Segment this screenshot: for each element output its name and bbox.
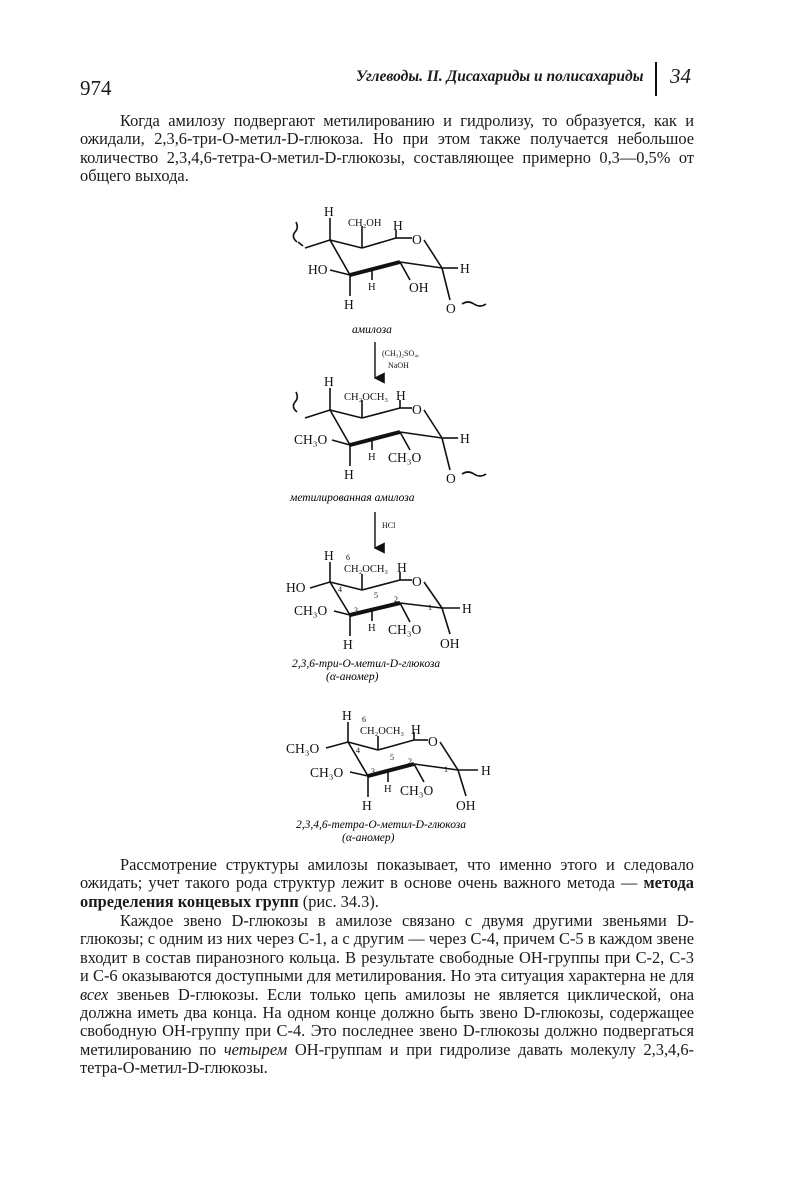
tri-o-methyl-caption: 2,3,6-три-О-метил-D-глюкоза [292,658,441,670]
reaction-scheme-figure [0,196,790,846]
s2-ring-o: O [412,402,422,417]
s2-c3-substituent: CH₃O [294,432,328,447]
amylose-caption: амилоза [352,324,392,336]
reagent-hcl: HCl [382,521,396,530]
units-text-3: ОН-группам и при гидролизе давать молекулу 2,3,4,6-тетра-О-метил-D-глюкозы. [80,1039,695,1078]
tetra-o-methyl-glucose-structure [286,708,491,844]
s4-c3-substituent: CH₃O [310,765,344,780]
hydrolysis-arrow [375,512,396,548]
s3-c1-substituent: OH [440,636,460,651]
end-group-method-term: метода определения концевых групп [80,873,694,911]
s3-c3-h: H [343,637,353,652]
s1-c2-substituent: OH [409,280,429,295]
s4-c6-number: 6 [362,715,366,724]
s1-c2-h: H [368,282,376,293]
s1-c3-substituent: HO [308,262,328,277]
methylated-amylose-structure [289,374,486,504]
s4-c2-h: H [384,784,392,795]
page-number: 974 [80,76,112,100]
s4-c1-h: H [481,763,491,778]
s4-number-2: 2 [408,757,412,766]
s2-c5-h: H [396,388,406,403]
s3-c3-substituent: CH₃O [294,603,328,618]
s1-c5-h: H [393,218,403,233]
s3-c1-h: H [462,601,472,616]
s3-c4-h: H [324,548,334,563]
reagent-dimethyl-sulfate: (CH₃)₂SO₄, [382,349,420,358]
s2-c6-group: CH₂OCH₃ [344,392,389,403]
s3-number-1: 1 [428,603,432,612]
tri-o-methyl-anomer: (α-аномер) [326,671,379,683]
s3-c5-h: H [397,560,407,575]
s2-c2-h: H [368,452,376,463]
intro-paragraph: Когда амилозу подвергают метилированию и гидролизу, то образуется, как и ожидали, 2,3,6-три-О-метил-D-глюкоза. Но при этом также получается небольшое количество 2,3,4,6-тетра-О-метил-D-глюкозы, составляющее примерно 0,3—0,5% от общего выхода. [80,111,694,186]
header-divider [655,62,657,96]
end-group-text-1: Рассмотрение структуры амилозы показывает, что именно этого и следовало ожидать; учет такого рода структур лежит в основе очень важного метода — [80,855,694,893]
s3-c6-group: CH₂OCH₃ [344,564,389,575]
s3-number-5: 5 [374,591,378,600]
units-text-1: Каждое звено D-глюкозы в амилозе связано с двумя другими звеньями D-глюкозы; с одним из них через С-1, а с другим — через С-4, причем С-5 в каждом звене входит в состав пиранозного кольца. В результате свободные ОН-группы при С-2, С-3 и С-6 оказываются доступными для метилирования. Но эта ситуация характерна не для [80,911,694,986]
s3-number-4: 4 [338,585,342,594]
s4-number-4: 4 [356,746,360,755]
end-group-paragraph [80,856,694,911]
s2-link-o: O [446,471,456,486]
end-group-text-2: (рис. 34.3). [298,891,379,911]
s3-ring-o: O [412,574,422,589]
s2-c4-h: H [324,374,334,389]
s4-c6-group: CH₂OCH₃ [360,726,405,737]
running-header: Углеводы. II. Дисахариды и полисахариды [356,68,644,85]
units-emphasis-all: всех [80,984,109,1004]
s4-c3-h: H [362,798,372,813]
s1-c3-h: H [344,297,354,312]
units-text-2: звеньев D-глюкозы. Если только цепь амилозы не является циклической, она должна иметь два конца. На одном конце должно быть звено D-глюкозы, содержащее свободную ОН-группу при С-4. Это последнее звено D-глюкозы должно подвергаться метилированию по [80,984,694,1059]
reagent-naoh: NaOH [388,361,409,370]
s1-ring-o: O [412,232,422,247]
s4-c1-substituent: OH [456,798,476,813]
s4-ring-o: O [428,734,438,749]
s4-c2-substituent: CH₃O [400,783,434,798]
s1-c4-h: H [324,204,334,219]
methylation-arrow [375,342,419,378]
s4-number-1: 1 [444,765,448,774]
s4-c5-h: H [411,722,421,737]
s1-c1-h: H [460,261,470,276]
s4-number-5: 5 [390,753,394,762]
tetra-o-methyl-caption: 2,3,4,6-тетра-О-метил-D-глюкоза [296,819,467,831]
s2-c1-h: H [460,431,470,446]
s3-number-2: 2 [394,595,398,604]
s3-c6-number: 6 [346,553,350,562]
s1-c6-group: CH₂OH [348,218,382,229]
methylated-amylose-caption: метилированная амилоза [290,492,415,504]
s3-c2-substituent: CH₃O [388,622,422,637]
s4-number-3: 3 [371,767,375,776]
s1-link-o: O [446,301,456,316]
s4-c4-substituent: CH₃O [286,741,320,756]
units-emphasis-four: четырем [223,1039,288,1059]
s2-c2-substituent: CH₃O [388,450,422,465]
glucose-units-paragraph [80,912,694,1078]
amylose-structure [293,204,486,336]
s4-c4-h: H [342,708,352,723]
s3-c4-substituent: HO [286,580,306,595]
tri-o-methyl-glucose-structure [286,548,472,683]
s3-c2-h: H [368,623,376,634]
s2-c3-h: H [344,467,354,482]
chapter-number: 34 [670,64,691,88]
tetra-o-methyl-anomer: (α-аномер) [342,832,395,844]
s3-number-3: 3 [354,606,358,615]
